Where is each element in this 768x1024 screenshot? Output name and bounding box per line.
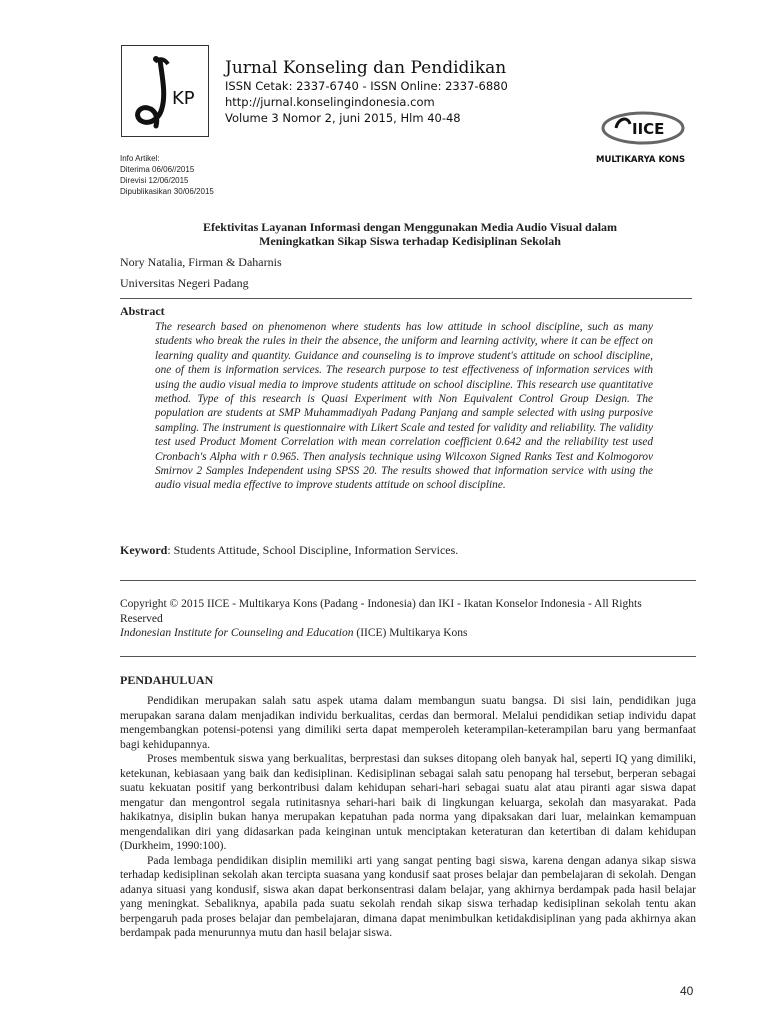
iice-logo xyxy=(594,106,694,168)
section-heading: PENDAHULUAN xyxy=(120,673,214,687)
date-published: Dipublikasikan 30/06/2015 xyxy=(120,187,214,196)
svg-text:MULTIKARYA KONS: MULTIKARYA KONS xyxy=(596,155,686,165)
abstract-label: Abstract xyxy=(120,304,165,318)
paragraph: Pada lembaga pendidikan disiplin memiliki arti yang sangat penting bagi siswa, karena dengan adanya sikap siswa terhadap kedisiplinan sekolah akan tercipta suasana yang kondusif saat proses belajar dan pembelajaran di sekolah. Dengan adanya situasi yang kondusif, siswa akan dapat berkonsentrasi dalam belajar, yang akhirnya berdampak pada hasil belajar yang meningkat. Sebaliknya, apabila pada suatu sekolah rendah sikap siswa terhadap kedisiplinan sekolah tentu akan berpengaruh pada proses belajar dan pembelajaran, dimana dapat menimbulkan ketidakdisiplinan yang pada akhirnya akan berdampak pada menurunnya mutu dan hasil belajar siswa. xyxy=(120,854,696,939)
paragraph: Pendidikan merupakan salah satu aspek utama dalam membangun suatu bangsa. Di sisi lain, pendidikan juga merupakan sarana dalam menjadikan individu berkualitas, cerdas dan bermoral. Melalui pendidikan setiap individu dapat mengembangkan potensi-potensi yang dimiliki serta dapat memperoleh keterampilan-keterampilan baru yang bermanfaat bagi kehidupannya. xyxy=(120,695,696,751)
info-label: Info Artikel: xyxy=(120,154,160,163)
affiliation: Universitas Negeri Padang xyxy=(120,276,249,290)
divider xyxy=(120,580,696,581)
article-title xyxy=(120,220,700,248)
svg-text:IICE: IICE xyxy=(632,120,665,138)
svg-text:KP: KP xyxy=(172,88,195,109)
authors: Nory Natalia, Firman & Daharnis xyxy=(120,255,282,269)
journal-header xyxy=(225,58,508,126)
divider xyxy=(120,656,696,657)
article-info xyxy=(120,153,214,197)
page-number: 40 xyxy=(680,984,694,998)
institute-line: Indonesian Institute for Counseling and Education (IICE) Multikarya Kons xyxy=(120,627,468,639)
date-received: Diterima 06/06//2015 xyxy=(120,165,195,174)
keyword-text: : Students Attitude, School Discipline, Information Services. xyxy=(167,543,459,557)
abstract-text: The research based on phenomenon where students has low attitude in school discipline, such as many students who break the rules in their the absence, the uniform and learning activity, where it can be effect on learning quality and quantity. Guidance and counseling is to improve student's attitude on school discipline, one of them is information services. The research purpose to test effectiveness of information services with using the audio visual media to improve students attitude on school discipline. This research use quantitative method. Type of this research is Quasi Experiment with Non Equivalent Control Group Design. The population are students at SMP Muhammadiyah Padang Panjang and sample selected with using purposive sampling. The instrument is questionnaire with Likert Scale and tested for validity and reliability. The validity test used Product Moment Correlation with mean correlation coefficient 0.642 and the reliability test used Cronbach's Alpha with r 0.965. Then analysis technique using Wilcoxon Signed Ranks Test and Kolmogorov Smirnov 2 Samples Independent using SPSS 20. The results showed that information service with using the audio visual media effective to improve students attitude on school discipline. xyxy=(155,321,653,492)
title-line-2: Meningkatkan Sikap Siswa terhadap Kedisiplinan Sekolah xyxy=(259,234,561,248)
journal-url[interactable]: http://jurnal.konselingindonesia.com xyxy=(225,95,435,109)
copyright-line: Copyright © 2015 IICE - Multikarya Kons (Padang - Indonesia) dan IKI - Ikatan Konselor Indonesia - All Rights Reserved xyxy=(120,598,642,625)
title-line-1: Efektivitas Layanan Informasi dengan Menggunakan Media Audio Visual dalam xyxy=(202,220,618,234)
copyright xyxy=(120,597,680,641)
journal-title: Jurnal Konseling dan Pendidikan xyxy=(225,58,507,78)
divider xyxy=(120,298,692,299)
paragraph: Proses membentuk siswa yang berkualitas, berprestasi dan sukses ditopang oleh banyak hal, seperti IQ yang dimiliki, ketekunan, kebiasaan yang baik dan kedisiplinan. Kedisiplinan sebagai salah satu penopang hal tersebut, berperan sebagai suatu kekuatan positif yang berkontribusi dalam kehidupan sehari-hari sebagai suatu alat atau piranti agar siswa dapat mengatur dan mengontrol segala rutinitasnya sehari-hari baik di lingkungan keluarga, sekolah dan masyarakat. Pada hakikatnya, disiplin bukan hanya merupakan kepatuhan pada norma yang dipaksakan dari luar, melainkan kemampuan mengendalikan diri yang didasarkan pada keinginan untuk menciptakan keteraturan dan ketertiban di dalam kehidupan (Durkheim, 1990:100). xyxy=(120,753,696,852)
issn: ISSN Cetak: 2337-6740 - ISSN Online: 2337-6880 xyxy=(225,79,508,93)
jkp-logo-icon xyxy=(122,46,208,136)
journal-logo xyxy=(121,45,209,137)
date-revised: Direvisi 12/06/2015 xyxy=(120,176,189,185)
iice-logo-icon xyxy=(594,106,694,168)
volume-info: Volume 3 Nomor 2, juni 2015, Hlm 40-48 xyxy=(225,111,461,125)
keywords xyxy=(120,543,458,558)
body-text xyxy=(120,694,696,941)
keyword-label: Keyword xyxy=(120,543,168,557)
